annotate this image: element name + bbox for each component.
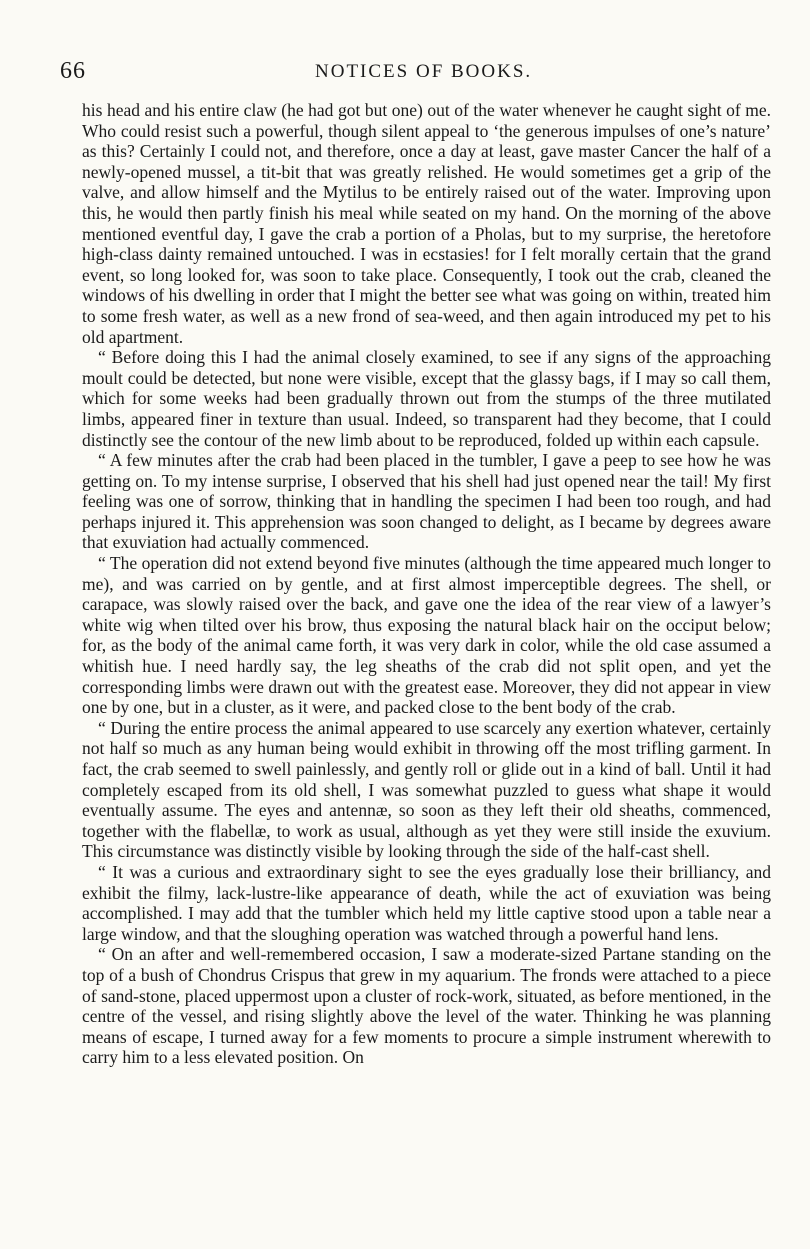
- page-number: 66: [60, 58, 86, 84]
- body-text: [82, 100, 771, 1068]
- paragraph-2: “ Before doing this I had the animal closely examined, to see if any signs of the approaching moult could be detected, but none were visible, except that the glassy bags, if I may so call them, which for some weeks had been gradually thrown out from the stumps of the three mutilated limbs, appeared finer in texture than usual. Indeed, so transparent had they become, that I could distinctly see the contour of the new limb about to be reproduced, folded up within each capsule.: [82, 347, 771, 450]
- paragraph-1: his head and his entire claw (he had got but one) out of the water whenever he caught sight of me. Who could resist such a powerful, though silent appeal to ‘the generous impulses of one’s nature’ as this? Certainly I could not, and therefore, once a day at least, gave master Cancer the half of a newly-opened mussel, a tit-bit that was greatly relished. He would sometimes get a grip of the valve, and allow himself and the Mytilus to be entirely raised out of the water. Improving upon this, he would then partly finish his meal while seated on my hand. On the morning of the above mentioned eventful day, I gave the crab a portion of a Pholas, but to my surprise, the heretofore high-class dainty remained untouched. I was in ecstasies! for I felt morally certain that the grand event, so long looked for, was soon to take place. Consequently, I took out the crab, cleaned the windows of his dwelling in order that I might the better see what was going on within, treated him to some fresh water, as well as a new frond of sea-weed, and then again introduced my pet to his old apartment.: [82, 100, 771, 347]
- paragraph-4: “ The operation did not extend beyond five minutes (although the time appeared much longer to me), and was carried on by gentle, and at first almost imperceptible degrees. The shell, or carapace, was slowly raised over the back, and gave one the idea of the rear view of a lawyer’s white wig when tilted over his brow, thus exposing the natural black hair on the occiput below; for, as the body of the animal came forth, it was very dark in color, while the old case assumed a whitish hue. I need hardly say, the leg sheaths of the crab did not split open, and yet the corresponding limbs were drawn out with the greatest ease. Moreover, they did not appear in view one by one, but in a cluster, as it were, and packed close to the bent body of the crab.: [82, 553, 771, 718]
- paragraph-5: “ During the entire process the animal appeared to use scarcely any exertion whatever, certainly not half so much as any human being would exhibit in throwing off the most trifling garment. In fact, the crab seemed to swell painlessly, and gently roll or glide out in a kind of ball. Until it had completely escaped from its old shell, I was somewhat puzzled to guess what shape it would eventually assume. The eyes and antennæ, so soon as they left their old sheaths, commenced, together with the flabellæ, to work as usual, although as yet they were still inside the exuvium. This circumstance was distinctly visible by looking through the side of the half-cast shell.: [82, 717, 771, 862]
- paragraph-3: “ A few minutes after the crab had been placed in the tumbler, I gave a peep to see how he was getting on. To my intense surprise, I observed that his shell had just opened near the tail! My first feeling was one of sorrow, thinking that in handling the specimen I had been too rough, and had perhaps injured it. This apprehension was soon changed to delight, as I became by degrees aware that exuviation had actually commenced.: [82, 450, 771, 553]
- paragraph-6: “ It was a curious and extraordinary sight to see the eyes gradually lose their brilliancy, and exhibit the filmy, lack-lustre-like appearance of death, while the act of exuviation was being accomplished. I may add that the tumbler which held my little captive stood upon a table near a large window, and that the sloughing operation was watched through a powerful hand lens.: [82, 861, 771, 944]
- page-header: [60, 58, 770, 88]
- paragraph-7: “ On an after and well-remembered occasion, I saw a moderate-sized Partane standing on the top of a bush of Chondrus Crispus that grew in my aquarium. The fronds were attached to a piece of sand-stone, placed uppermost upon a cluster of rock-work, situated, as before mentioned, in the centre of the vessel, and rising slightly above the level of the water. Thinking he was planning means of escape, I turned away for a few moments to procure a simple instrument wherewith to carry him to a less elevated position. On: [82, 944, 771, 1068]
- running-head: NOTICES OF BOOKS.: [315, 61, 533, 82]
